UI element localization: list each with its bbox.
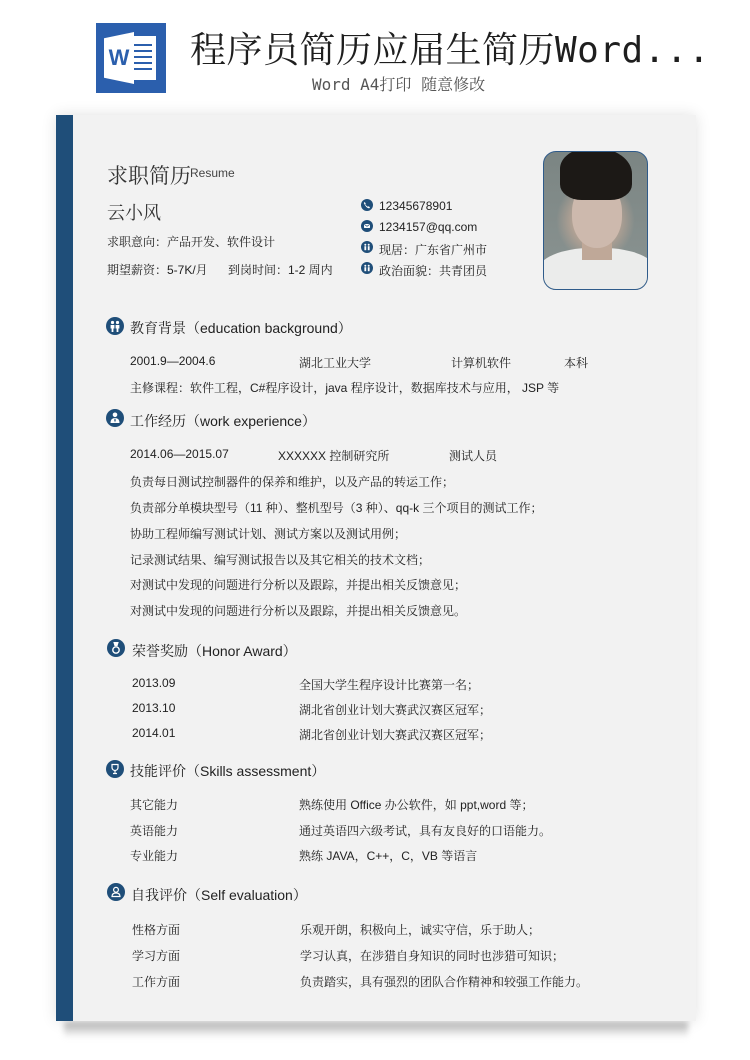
education-degree: 本科	[564, 356, 589, 370]
education-courses: 主修课程：软件工程，C#程序设计，java 程序设计，数据库技术与应用， JSP 等	[130, 381, 560, 395]
skill-text: 熟练使用 Office 办公软件，如 ppt,word 等；	[299, 798, 534, 812]
honor-date: 2014.01	[132, 726, 176, 740]
political-icon	[361, 262, 373, 274]
trophy-icon	[106, 760, 124, 778]
phone-icon	[361, 199, 373, 211]
banner-title: 程序员简历应届生简历Word...	[190, 30, 711, 71]
contact-email: 1234157@qq.com	[379, 220, 478, 234]
self-label: 学习方面	[132, 949, 181, 963]
person-tie-icon	[106, 409, 124, 427]
self-label: 性格方面	[132, 923, 181, 937]
resume-heading: 求职简历	[107, 165, 191, 188]
education-school: 湖北工业大学	[299, 356, 372, 370]
section-title-self: 自我评价（Self evaluation）	[131, 887, 307, 903]
work-duty: 协助工程师编写测试计划、测试方案以及测试用例；	[130, 527, 407, 541]
word-icon	[96, 23, 166, 93]
resume-heading-en: Resume	[190, 166, 235, 180]
work-position: 测试人员	[449, 449, 498, 463]
skill-text: 通过英语四六级考试，具有友良好的口语能力。	[299, 824, 552, 838]
contact-phone: 12345678901	[379, 199, 453, 213]
contact-location: 现居：广东省广州市	[379, 243, 488, 257]
work-period: 2014.06—2015.07	[130, 447, 229, 461]
work-duty: 负责部分单模块型号（11 种）、整机型号（3 种）、qq-k 三个项目的测试工作；	[130, 501, 543, 515]
section-title-honors: 荣誉奖励（Honor Award）	[132, 643, 297, 659]
self-text: 乐观开朗，积极向上，诚实守信，乐于助人；	[300, 923, 541, 937]
skill-label: 专业能力	[130, 849, 179, 863]
self-text: 负责踏实，具有强烈的团队合作精神和较强工作能力。	[300, 975, 589, 989]
email-icon	[361, 220, 373, 232]
accent-stripe	[56, 115, 73, 1021]
honor-date: 2013.09	[132, 676, 176, 690]
self-text: 学习认真，在涉猎自身知识的同时也涉猎可知识；	[300, 949, 565, 963]
skill-label: 其它能力	[130, 798, 179, 812]
section-title-education: 教育背景（education background）	[130, 320, 352, 336]
self-label: 工作方面	[132, 975, 181, 989]
skill-label: 英语能力	[130, 824, 179, 838]
work-duty: 对测试中发现的问题进行分析以及跟踪，并提出相关反馈意见。	[130, 604, 467, 618]
honor-text: 湖北省创业计划大赛武汉赛区冠军；	[299, 703, 492, 717]
work-duty: 对测试中发现的问题进行分析以及跟踪，并提出相关反馈意见；	[130, 578, 467, 592]
section-title-work: 工作经历（work experience）	[130, 413, 316, 429]
work-duty: 记录测试结果、编写测试报告以及其它相关的技术文档；	[130, 553, 431, 567]
education-major: 计算机软件	[451, 356, 512, 370]
resume-page	[56, 115, 696, 1021]
profile-photo	[543, 151, 648, 290]
contact-political: 政治面貌：共青团员	[379, 264, 488, 278]
work-duty: 负责每日测试控制器件的保养和维护，以及产品的转运工作；	[130, 475, 455, 489]
expected-salary: 期望薪资：5-7K/月	[107, 263, 208, 277]
honor-date: 2013.10	[132, 701, 176, 715]
page-shadow	[64, 1022, 688, 1038]
arrival-time: 到岗时间：1-2 周内	[228, 263, 333, 277]
banner-subtitle: Word A4打印 随意修改	[312, 75, 486, 94]
banner	[0, 0, 750, 108]
work-company: XXXXXX 控制研究所	[278, 449, 390, 463]
word-letter: W	[108, 45, 130, 70]
skill-text: 熟练 JAVA，C++，C，VB 等语言	[299, 849, 478, 863]
medal-icon	[107, 639, 125, 657]
job-intention: 求职意向：产品开发、软件设计	[107, 235, 276, 249]
location-icon	[361, 241, 373, 253]
section-title-skills: 技能评价（Skills assessment）	[130, 763, 326, 779]
education-period: 2001.9—2004.6	[130, 354, 216, 368]
candidate-name: 云小风	[107, 203, 161, 223]
people-icon	[106, 317, 124, 335]
honor-text: 全国大学生程序设计比赛第一名；	[299, 678, 480, 692]
user-icon	[107, 883, 125, 901]
honor-text: 湖北省创业计划大赛武汉赛区冠军；	[299, 728, 492, 742]
